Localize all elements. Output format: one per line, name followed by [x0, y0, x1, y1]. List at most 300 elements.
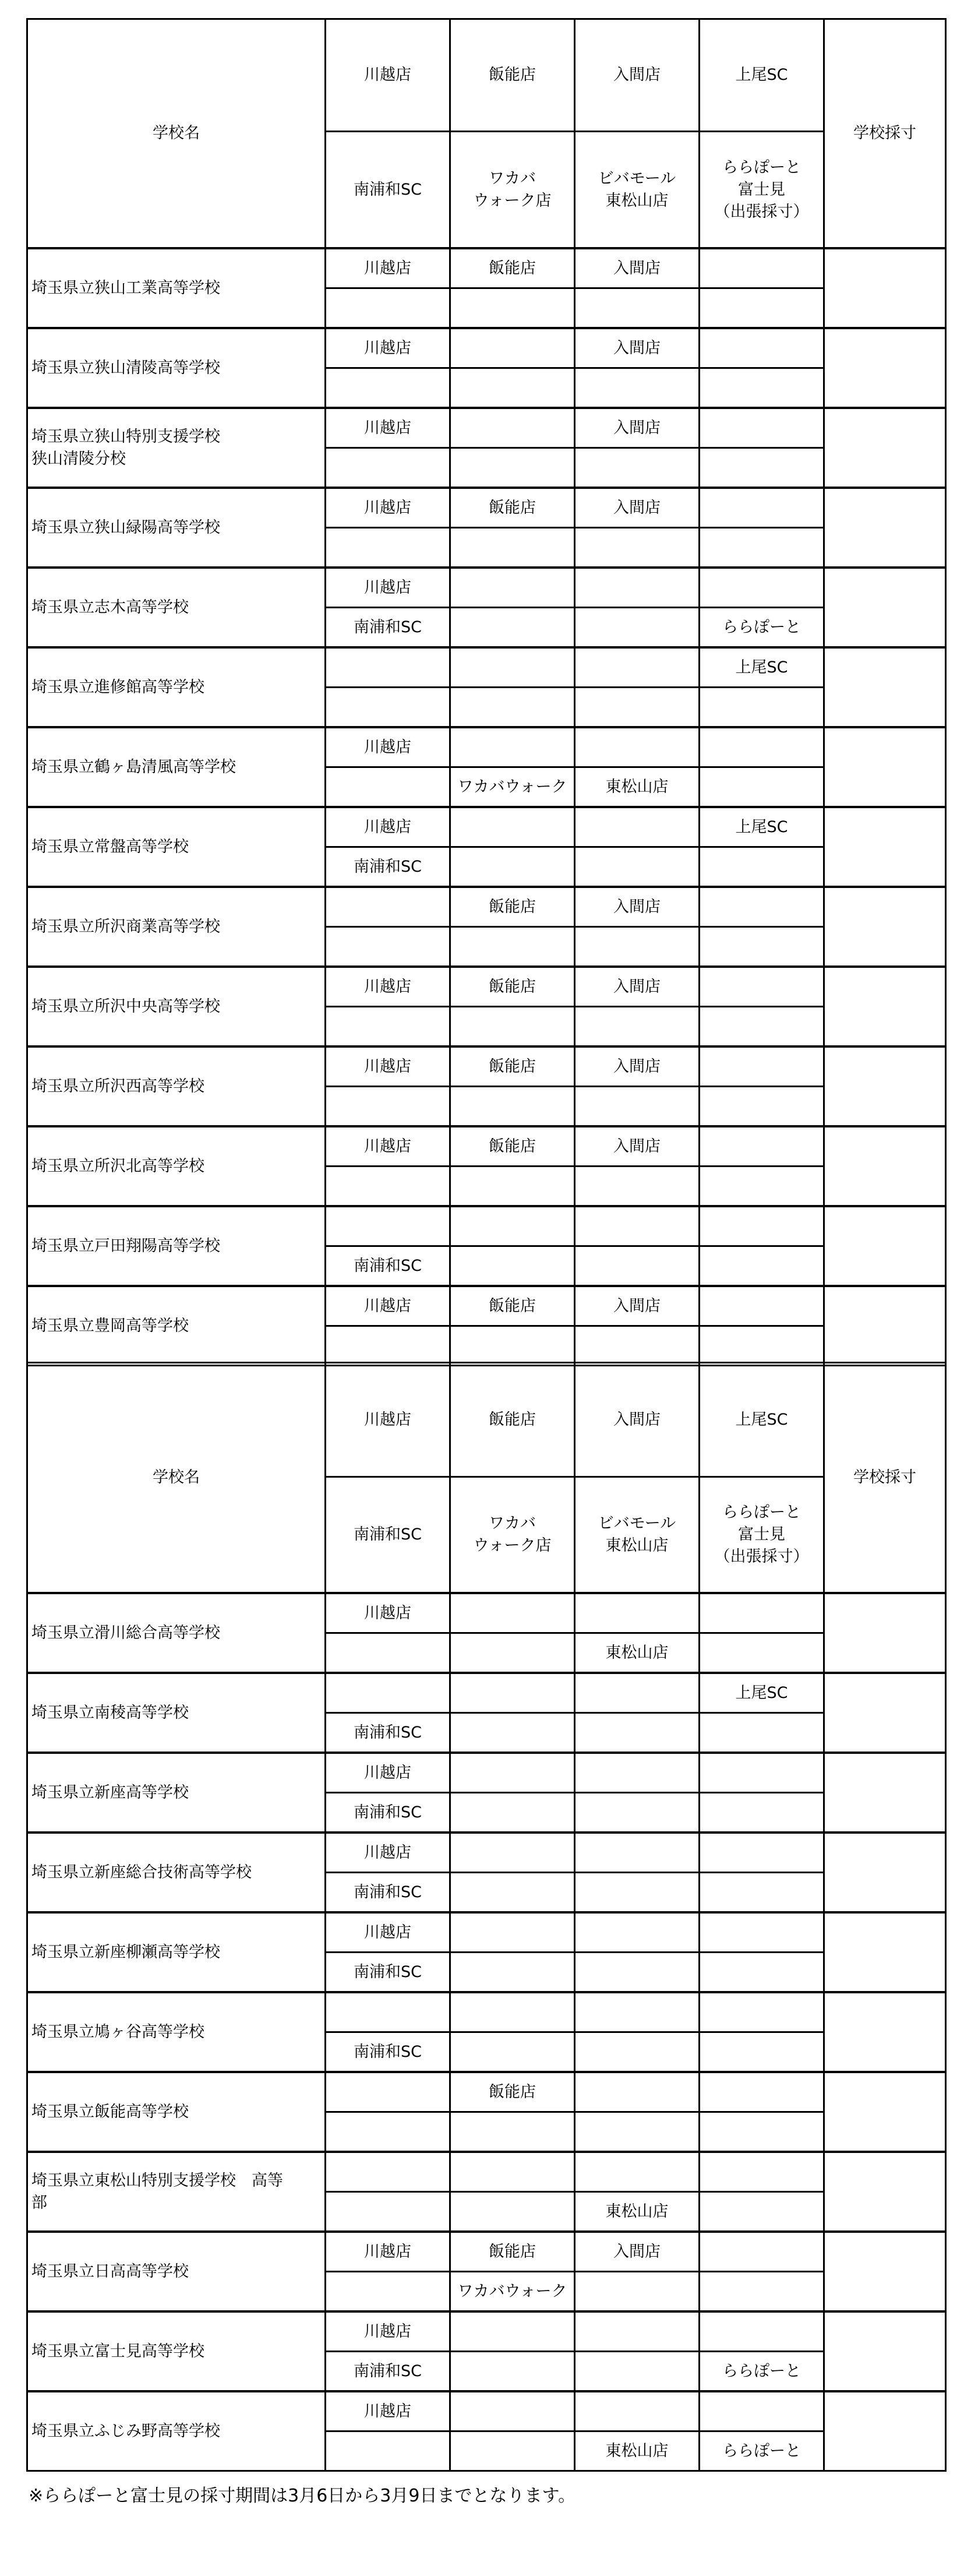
store-cell — [450, 2431, 575, 2471]
school-measure-cell — [824, 1833, 946, 1912]
store-cell — [700, 2272, 824, 2312]
store-cell — [700, 1167, 824, 1207]
store-cell — [450, 328, 575, 368]
table-row — [27, 2311, 946, 2352]
store-cell — [700, 1833, 824, 1873]
school-name — [27, 887, 326, 967]
store-cell: 川越店 — [326, 408, 450, 448]
store-cell — [575, 847, 700, 887]
store-cell — [450, 2352, 575, 2392]
table-row — [27, 1753, 946, 1793]
store-cell — [450, 1753, 575, 1793]
text-line: （出張採寸） — [714, 202, 809, 221]
store-cell — [326, 2192, 450, 2232]
text-line: （出張採寸） — [714, 1548, 809, 1566]
store-cell — [575, 1246, 700, 1287]
store-cell: 飯能店 — [450, 967, 575, 1007]
school-name — [27, 568, 326, 647]
store-cell — [575, 1167, 700, 1207]
text-line: 埼玉県立狭山清陵高等学校 — [31, 358, 220, 377]
table-row — [27, 1912, 946, 1953]
store-cell — [700, 847, 824, 887]
text-line: 埼玉県立新座総合技術高等学校 — [31, 1863, 252, 1881]
store-cell — [450, 1326, 575, 1366]
store-cell — [575, 807, 700, 847]
store-cell — [450, 1833, 575, 1873]
store-cell — [700, 1126, 824, 1167]
table-row — [27, 568, 946, 608]
store-cell — [326, 1673, 450, 1713]
store-cell — [700, 1593, 824, 1633]
school-measure-cell — [824, 408, 946, 488]
store-cell — [700, 1793, 824, 1833]
store-cell — [575, 1953, 700, 1993]
store-cell — [450, 1953, 575, 1993]
text-line: 埼玉県立日高高等学校 — [31, 2262, 189, 2281]
store-cell — [450, 807, 575, 847]
table-row — [27, 2391, 946, 2431]
store-cell: 川越店 — [326, 248, 450, 288]
header-school-measure: 学校採寸 — [824, 19, 946, 249]
store-cell: 南浦和SC — [326, 1953, 450, 1993]
school-measure-cell — [824, 2152, 946, 2232]
school-name — [27, 1206, 326, 1286]
school-name — [27, 408, 326, 488]
store-cell — [450, 1992, 575, 2032]
school-measure-cell — [824, 1673, 946, 1753]
school-measure-cell — [824, 647, 946, 727]
store-cell — [450, 1087, 575, 1127]
store-cell — [575, 1833, 700, 1873]
store-cell — [575, 1087, 700, 1127]
store-cell: 川越店 — [326, 328, 450, 368]
store-cell — [700, 2152, 824, 2192]
store-cell — [575, 368, 700, 408]
store-cell — [450, 1007, 575, 1047]
store-cell — [575, 647, 700, 688]
table-row — [27, 1206, 946, 1246]
store-cell: 川越店 — [326, 2391, 450, 2431]
school-measure-cell — [824, 807, 946, 887]
store-cell — [575, 1873, 700, 1913]
store-cell: 南浦和SC — [326, 1713, 450, 1753]
store-cell — [575, 1992, 700, 2032]
school-measure-cell — [824, 2232, 946, 2311]
text-line: ビバモール — [598, 169, 676, 188]
header-store — [450, 132, 575, 249]
store-cell — [575, 1753, 700, 1793]
store-cell — [575, 2112, 700, 2152]
store-cell — [700, 2391, 824, 2431]
text-line: ワカバ — [489, 1514, 536, 1532]
store-cell: 上尾SC — [700, 807, 824, 847]
store-cell — [326, 1992, 450, 2032]
store-cell: 川越店 — [326, 2311, 450, 2352]
table-row — [27, 1286, 946, 1326]
store-cell — [575, 727, 700, 767]
store-cell — [700, 288, 824, 329]
store-cell — [450, 2311, 575, 2352]
store-cell — [326, 2431, 450, 2471]
store-cell — [700, 2192, 824, 2232]
store-cell — [450, 608, 575, 648]
store-cell — [326, 927, 450, 967]
store-cell — [700, 1713, 824, 1753]
store-cell — [575, 1326, 700, 1366]
table-row — [27, 2152, 946, 2192]
store-cell: 川越店 — [326, 1833, 450, 1873]
header-row — [27, 1363, 946, 1477]
store-cell: 入間店 — [575, 408, 700, 448]
store-cell — [450, 647, 575, 688]
store-cell — [700, 967, 824, 1007]
store-cell: 飯能店 — [450, 1046, 575, 1087]
store-cell: 東松山店 — [575, 2192, 700, 2232]
store-cell — [450, 368, 575, 408]
store-cell — [700, 1206, 824, 1246]
table-row — [27, 967, 946, 1007]
school-measure-cell — [824, 1046, 946, 1126]
store-cell — [700, 688, 824, 728]
school-name — [27, 2152, 326, 2232]
store-cell — [700, 1246, 824, 1287]
school-measure-cell — [824, 1753, 946, 1833]
school-measure-cell — [824, 2072, 946, 2152]
store-cell: 入間店 — [575, 328, 700, 368]
store-cell: 入間店 — [575, 1126, 700, 1167]
store-cell: 入間店 — [575, 2232, 700, 2272]
store-cell — [575, 528, 700, 568]
store-cell — [450, 288, 575, 329]
store-cell — [700, 248, 824, 288]
store-cell — [575, 1673, 700, 1713]
store-cell: 飯能店 — [450, 488, 575, 528]
school-table-1 — [26, 18, 947, 1366]
school-measure-cell — [824, 328, 946, 408]
school-measure-cell — [824, 727, 946, 807]
store-cell: 入間店 — [575, 1046, 700, 1087]
store-cell — [575, 2352, 700, 2392]
store-cell: 入間店 — [575, 887, 700, 927]
store-cell — [575, 2072, 700, 2112]
store-cell: 南浦和SC — [326, 2032, 450, 2073]
store-cell — [700, 1286, 824, 1326]
text-line: 埼玉県立新座高等学校 — [31, 1783, 189, 1802]
text-line: 南浦和SC — [354, 180, 422, 199]
school-name — [27, 1912, 326, 1992]
table-row — [27, 1126, 946, 1167]
store-cell — [700, 887, 824, 927]
school-name — [27, 727, 326, 807]
store-cell — [700, 408, 824, 448]
school-measure-cell — [824, 488, 946, 568]
text-line: 富士見 — [738, 180, 785, 199]
store-cell: 川越店 — [326, 1753, 450, 1793]
store-cell: 南浦和SC — [326, 847, 450, 887]
header-store: 入間店 — [575, 19, 700, 132]
school-measure-cell — [824, 1593, 946, 1673]
store-cell — [575, 2152, 700, 2192]
store-cell — [450, 727, 575, 767]
text-line: 埼玉県立戸田翔陽高等学校 — [31, 1236, 220, 1255]
store-cell — [450, 1873, 575, 1913]
header-store: 飯能店 — [450, 1363, 575, 1477]
header-store: 川越店 — [326, 19, 450, 132]
school-measure-cell — [824, 2391, 946, 2471]
store-cell — [450, 1246, 575, 1287]
table-row — [27, 807, 946, 847]
text-line: 埼玉県立所沢西高等学校 — [31, 1077, 204, 1095]
store-cell: ららぽーと — [700, 2431, 824, 2471]
store-cell — [575, 1206, 700, 1246]
store-cell: 入間店 — [575, 488, 700, 528]
store-cell — [700, 2112, 824, 2152]
school-name — [27, 2311, 326, 2391]
store-cell: 川越店 — [326, 1046, 450, 1087]
store-cell — [575, 1007, 700, 1047]
store-cell — [326, 2112, 450, 2152]
store-cell — [700, 1953, 824, 1993]
text-line: 埼玉県立南稜高等学校 — [31, 1703, 189, 1722]
store-cell: 川越店 — [326, 1593, 450, 1633]
store-cell — [700, 2032, 824, 2073]
store-cell — [450, 2112, 575, 2152]
store-cell — [700, 1046, 824, 1087]
store-cell — [450, 568, 575, 608]
store-cell — [700, 1633, 824, 1673]
store-cell — [700, 1992, 824, 2032]
store-cell — [326, 1087, 450, 1127]
store-cell — [326, 448, 450, 488]
text-line: 埼玉県立狭山緑陽高等学校 — [31, 518, 220, 537]
store-cell — [700, 368, 824, 408]
footnote: ※ららぽーと富士見の採寸期間は3月6日から3月9日までとなります。 — [29, 2486, 576, 2506]
store-cell: 飯能店 — [450, 887, 575, 927]
text-line: 埼玉県立常盤高等学校 — [31, 837, 189, 856]
store-cell: 川越店 — [326, 807, 450, 847]
text-line: 埼玉県立鶴ヶ島清風高等学校 — [31, 757, 236, 776]
store-cell: 飯能店 — [450, 1126, 575, 1167]
table-row — [27, 1046, 946, 1087]
store-cell: ららぽーと — [700, 2352, 824, 2392]
store-cell — [575, 688, 700, 728]
school-name — [27, 647, 326, 727]
store-cell — [326, 1206, 450, 1246]
store-cell — [700, 528, 824, 568]
store-cell — [326, 1326, 450, 1366]
store-cell — [450, 688, 575, 728]
store-cell — [700, 767, 824, 808]
text-line: 東松山店 — [605, 191, 669, 210]
header-store: 飯能店 — [450, 19, 575, 132]
store-cell: 川越店 — [326, 967, 450, 1007]
school-name — [27, 2232, 326, 2311]
table-row — [27, 727, 946, 767]
store-cell — [700, 1912, 824, 1953]
school-measure-cell — [824, 1126, 946, 1206]
store-cell: 入間店 — [575, 967, 700, 1007]
store-cell: 東松山店 — [575, 2431, 700, 2471]
table-row — [27, 2072, 946, 2112]
header-school-name: 学校名 — [27, 19, 326, 249]
store-cell: 東松山店 — [575, 1633, 700, 1673]
store-cell — [575, 1713, 700, 1753]
school-name — [27, 1992, 326, 2072]
school-measure-cell — [824, 1206, 946, 1286]
school-name — [27, 967, 326, 1046]
store-cell: 川越店 — [326, 1912, 450, 1953]
school-name — [27, 807, 326, 887]
school-name — [27, 2072, 326, 2152]
store-cell — [700, 2311, 824, 2352]
text-line: ウォーク店 — [473, 1537, 552, 1555]
store-cell — [450, 927, 575, 967]
table-row — [27, 408, 946, 448]
text-line: 埼玉県立志木高等学校 — [31, 598, 189, 616]
text-line: 埼玉県立狭山特別支援学校 — [31, 427, 220, 446]
store-cell — [450, 1673, 575, 1713]
table-row — [27, 488, 946, 528]
store-cell — [326, 647, 450, 688]
table-row — [27, 1673, 946, 1713]
text-line: 狭山清陵分校 — [31, 449, 126, 468]
text-line: 富士見 — [738, 1525, 785, 1544]
school-measure-cell — [824, 568, 946, 647]
store-cell — [326, 1007, 450, 1047]
store-cell — [450, 847, 575, 887]
school-name — [27, 248, 326, 328]
store-cell — [326, 2272, 450, 2312]
store-cell — [700, 1873, 824, 1913]
store-cell — [575, 448, 700, 488]
text-line: 埼玉県立所沢商業高等学校 — [31, 917, 220, 936]
header-store: 入間店 — [575, 1363, 700, 1477]
text-line: 部 — [31, 2193, 47, 2212]
store-cell — [450, 2192, 575, 2232]
store-cell — [575, 2391, 700, 2431]
header-store: 上尾SC — [700, 1363, 824, 1477]
header-store — [700, 1477, 824, 1594]
store-cell — [326, 2152, 450, 2192]
store-cell: 川越店 — [326, 488, 450, 528]
school-name — [27, 2391, 326, 2471]
store-cell: 川越店 — [326, 2232, 450, 2272]
table-2-body — [27, 1363, 946, 2471]
text-line: 南浦和SC — [354, 1525, 422, 1544]
store-cell — [326, 688, 450, 728]
store-cell: 南浦和SC — [326, 1246, 450, 1287]
store-cell — [326, 767, 450, 808]
store-cell — [450, 2391, 575, 2431]
store-cell — [450, 2152, 575, 2192]
store-cell — [700, 2072, 824, 2112]
table-1-body — [27, 19, 946, 1366]
header-school-name: 学校名 — [27, 1363, 326, 1594]
text-line: 東松山店 — [605, 1537, 669, 1555]
store-cell — [575, 2272, 700, 2312]
store-cell: 川越店 — [326, 1126, 450, 1167]
store-cell — [575, 568, 700, 608]
store-cell — [326, 368, 450, 408]
store-cell — [575, 1793, 700, 1833]
store-cell — [700, 448, 824, 488]
store-cell: 入間店 — [575, 1286, 700, 1326]
header-store — [575, 132, 700, 249]
text-line: ワカバ — [489, 169, 536, 188]
school-measure-cell — [824, 2311, 946, 2391]
store-cell: 川越店 — [326, 727, 450, 767]
school-table-2 — [26, 1362, 947, 2472]
store-cell: ららぽーと — [700, 608, 824, 648]
store-cell: 入間店 — [575, 248, 700, 288]
school-measure-cell — [824, 967, 946, 1046]
store-cell — [575, 608, 700, 648]
store-cell — [575, 927, 700, 967]
store-cell — [326, 1633, 450, 1673]
store-cell: 川越店 — [326, 1286, 450, 1326]
store-cell — [450, 1713, 575, 1753]
header-store — [450, 1477, 575, 1594]
text-line: 埼玉県立狭山工業高等学校 — [31, 279, 220, 297]
text-line: ビバモール — [598, 1514, 676, 1532]
school-name — [27, 1046, 326, 1126]
text-line: ららぽーと — [722, 158, 801, 177]
store-cell: 上尾SC — [700, 647, 824, 688]
header-store: 上尾SC — [700, 19, 824, 132]
store-cell — [450, 1167, 575, 1207]
header-school-measure: 学校採寸 — [824, 1363, 946, 1594]
store-cell — [450, 1912, 575, 1953]
school-name — [27, 1753, 326, 1833]
table-row — [27, 887, 946, 927]
school-measure-cell — [824, 248, 946, 328]
header-store: 川越店 — [326, 1363, 450, 1477]
store-cell — [326, 887, 450, 927]
text-line: ウォーク店 — [473, 191, 552, 210]
school-name — [27, 1286, 326, 1366]
store-cell: 上尾SC — [700, 1673, 824, 1713]
store-cell — [575, 288, 700, 329]
store-cell — [450, 408, 575, 448]
table-row — [27, 328, 946, 368]
store-cell — [326, 1167, 450, 1207]
header-store — [700, 132, 824, 249]
school-measure-cell — [824, 1912, 946, 1992]
store-cell — [700, 1753, 824, 1793]
school-name — [27, 1673, 326, 1753]
store-cell — [700, 1326, 824, 1366]
table-row — [27, 647, 946, 688]
school-name — [27, 328, 326, 408]
store-cell: 東松山店 — [575, 767, 700, 808]
store-cell — [700, 328, 824, 368]
store-cell — [326, 528, 450, 568]
store-cell — [450, 448, 575, 488]
text-line: ららぽーと — [722, 1503, 801, 1521]
store-cell — [575, 2032, 700, 2073]
header-store — [326, 132, 450, 249]
table-row — [27, 1593, 946, 1633]
store-cell — [450, 528, 575, 568]
header-row — [27, 19, 946, 132]
store-cell: 南浦和SC — [326, 1873, 450, 1913]
store-cell: 南浦和SC — [326, 1793, 450, 1833]
store-cell: 飯能店 — [450, 2072, 575, 2112]
table-row — [27, 248, 946, 288]
store-cell: 飯能店 — [450, 1286, 575, 1326]
store-cell — [450, 1793, 575, 1833]
text-line: 埼玉県立ふじみ野高等学校 — [31, 2422, 220, 2440]
